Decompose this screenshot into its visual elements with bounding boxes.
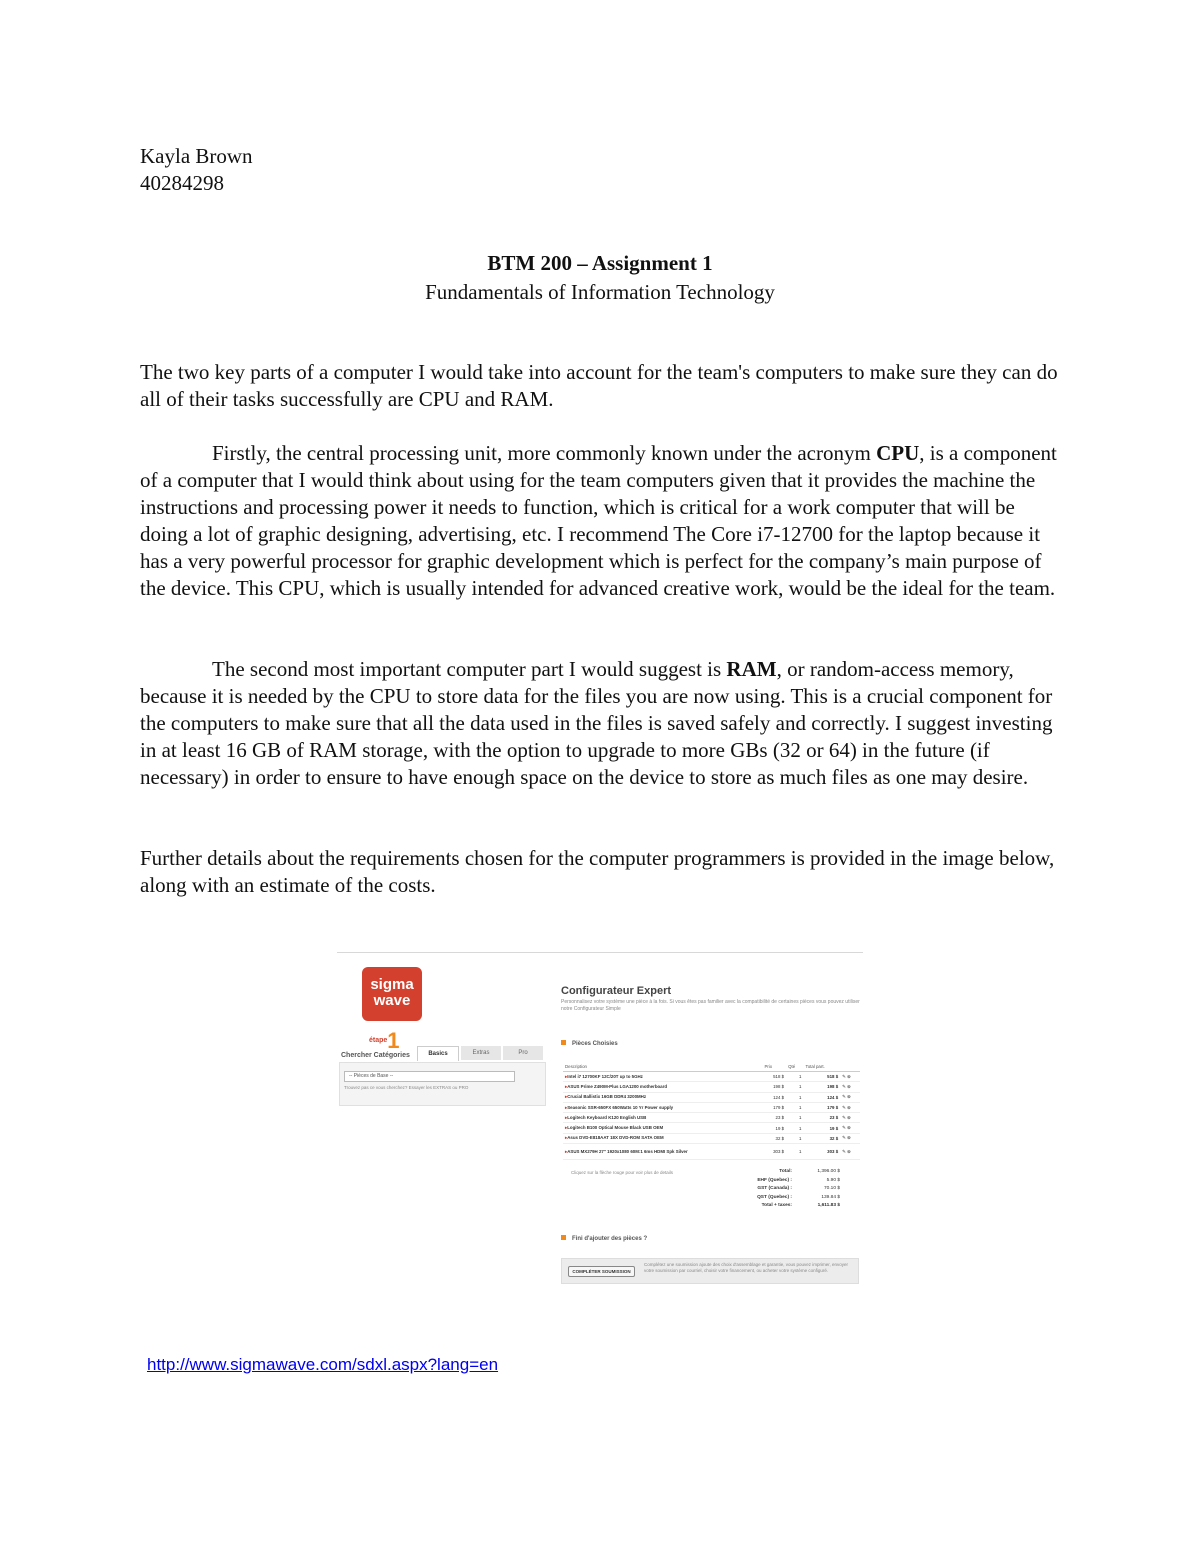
edit-remove-icons[interactable]: ✎ ⊗ [840, 1133, 860, 1143]
part-qty: 1 [786, 1102, 803, 1112]
category-tabs [417, 1046, 545, 1060]
part-description[interactable]: ▸ Logitech Keyboard K120 English USB [563, 1113, 762, 1123]
cpu-text-start: Firstly, the central processing unit, more commonly known under the acronym [212, 441, 877, 465]
total-row [717, 1194, 840, 1203]
ram-paragraph [140, 656, 1065, 791]
part-description[interactable]: ▸ ASUS MX279H 27" 1920x1080 60M:1 6ms HDMI Spk Silver [563, 1144, 762, 1160]
part-price: 179 $ [762, 1102, 786, 1112]
tab-pro[interactable]: Pro [503, 1046, 543, 1060]
total-value: 5.90 $ [826, 1177, 840, 1183]
part-total: 303 $ [804, 1144, 841, 1160]
table-row [563, 1092, 860, 1102]
section-done-heading: Fini d'ajouter des pièces ? [561, 1235, 647, 1242]
source-link[interactable]: http://www.sigmawave.com/sdxl.aspx?lang=en [147, 1355, 499, 1374]
total-value: 1,396.00 $ [817, 1169, 840, 1174]
ram-text-start: The second most important computer part I would suggest is [212, 657, 727, 681]
sigmawave-logo [362, 967, 422, 1021]
part-price: 198 $ [762, 1082, 786, 1092]
total-label: Total: [779, 1169, 792, 1174]
part-total: 19 $ [804, 1123, 841, 1133]
author-name: Kayla Brown [140, 144, 253, 168]
edit-remove-icons[interactable]: ✎ ⊗ [840, 1072, 860, 1082]
edit-remove-icons[interactable]: ✎ ⊗ [840, 1092, 860, 1102]
total-label: EHF (Quebec) : [757, 1177, 792, 1183]
part-total: 124 $ [804, 1092, 841, 1102]
part-price: 303 $ [762, 1144, 786, 1160]
table-row [563, 1123, 860, 1133]
logo-line-2: wave [373, 992, 411, 1009]
categories-label: Chercher Catégories [341, 1052, 410, 1059]
part-description[interactable]: ▸ Asus DVD-E818AAT 18X DVD-ROM SATA OEM [563, 1133, 762, 1143]
closing-paragraph [140, 845, 1065, 899]
ram-term: RAM [726, 657, 777, 681]
total-value: 1,611.83 $ [817, 1203, 840, 1209]
table-header [563, 1062, 860, 1072]
part-description[interactable]: ▸ Seasonic SSR-650FX 650Watts 10 Yr Power supply [563, 1102, 762, 1112]
table-note: Cliquez sur la flèche rouge pour voir plus de details [571, 1170, 674, 1175]
total-row [717, 1202, 840, 1211]
total-value: 70.10 $ [823, 1186, 840, 1192]
part-qty: 1 [786, 1144, 803, 1160]
document-title: BTM 200 – Assignment 1 [487, 251, 713, 275]
configurator-screenshot [337, 952, 863, 1300]
table-row [563, 1072, 860, 1082]
part-description[interactable]: ▸ ASUS Prime Z490M-Plus LGA1200 motherboard [563, 1082, 762, 1092]
divider [337, 952, 863, 953]
edit-remove-icons[interactable]: ✎ ⊗ [840, 1113, 860, 1123]
cpu-text-end: , is a component of a computer that I would think about using for the team computers given that it provides the machine the instructions and processing power it needs to function, which is critical for a work computer that will be doing a lot of graphic designing, advertising, etc. I recommend The Core i7-12700 for the laptop because it has a very powerful processor for graphic development which is perfect for the company’s main purpose of the device. This CPU, which is usually intended for advanced creative work, would be the ideal for the team. [140, 441, 1057, 600]
edit-remove-icons[interactable]: ✎ ⊗ [840, 1082, 860, 1092]
col-total: Total part. [804, 1062, 841, 1072]
part-description[interactable]: ▸ Intel i7 12700KF 12C/20T up to 5GHz [563, 1072, 762, 1082]
totals-block [717, 1168, 840, 1211]
col-description: Description [563, 1062, 762, 1072]
part-description[interactable]: ▸ Logitech B100 Optical Mouse Black USB OEM [563, 1123, 762, 1133]
col-price: Prix [762, 1062, 786, 1072]
category-hint: Trouvez pas ce vous cherchez? Essayer les EXTRAS ou PRO [344, 1085, 469, 1090]
part-total: 198 $ [804, 1082, 841, 1092]
table-row [563, 1113, 860, 1123]
part-qty: 1 [786, 1133, 803, 1143]
part-qty: 1 [786, 1082, 803, 1092]
logo-line-1: sigma [370, 976, 414, 993]
configurator-title: Configurateur Expert [561, 985, 672, 997]
section-parts-heading: Pièces Choisies [561, 1040, 618, 1047]
total-label: GST (Canada) : [757, 1186, 792, 1192]
part-description[interactable]: ▸ Crucial Ballistix 16GB DDR4 3200MHz [563, 1092, 762, 1102]
closing-text: Further details about the requirements chosen for the computer programmers is provided in the image below, along with an estimate of the costs. [140, 846, 1055, 897]
table-row [563, 1102, 860, 1112]
part-price: 19 $ [762, 1123, 786, 1133]
part-total: 518 $ [804, 1072, 841, 1082]
cpu-paragraph [140, 440, 1065, 602]
col-qty: Qté [786, 1062, 803, 1072]
intro-paragraph [140, 359, 1065, 413]
category-panel [339, 1062, 546, 1106]
part-price: 124 $ [762, 1092, 786, 1102]
document-subtitle: Fundamentals of Information Technology [425, 280, 775, 304]
edit-remove-icons[interactable]: ✎ ⊗ [840, 1144, 860, 1160]
part-qty: 1 [786, 1092, 803, 1102]
table-row [563, 1133, 860, 1143]
table-row [563, 1082, 860, 1092]
part-qty: 1 [786, 1123, 803, 1133]
total-row [717, 1177, 840, 1186]
edit-remove-icons[interactable]: ✎ ⊗ [840, 1123, 860, 1133]
total-value: 139.84 $ [821, 1194, 840, 1200]
part-price: 23 $ [762, 1113, 786, 1123]
step-indicator [369, 1030, 400, 1052]
intro-text: The two key parts of a computer I would take into account for the team's computers to make sure they can do all of their tasks successfully are CPU and RAM. [140, 360, 1058, 411]
step-number: 1 [387, 1028, 400, 1053]
col-actions [840, 1062, 860, 1072]
part-qty: 1 [786, 1072, 803, 1082]
tab-extras[interactable]: Extras [461, 1046, 501, 1060]
total-label: QST (Quebec) : [757, 1194, 792, 1200]
configurator-intro: Personnalisez votre système une pièce à la fois. Si vous êtes pas familier avec la compatibilité de certaines pièces vous pouvez utiliser notre Configurateur Simple [561, 999, 860, 1012]
tab-basics[interactable]: Basics [417, 1046, 459, 1061]
part-qty: 1 [786, 1113, 803, 1123]
total-row [717, 1168, 840, 1177]
step-label: étape [369, 1037, 388, 1044]
table-row [563, 1144, 860, 1160]
part-price: 32 $ [762, 1133, 786, 1143]
part-total: 32 $ [804, 1133, 841, 1143]
ram-text-end: , or random-access memory, because it is needed by the CPU to store data for the files you are now using. This is a crucial component for the computers to make sure that all the data used in the files is saved safely and correctly. I suggest investing in at least 16 GB of RAM storage, with the option to upgrade to more GBs (32 or 64) in the future (if necessary) in order to ensure to have enough space on the device to store as much files as one may desire. [140, 657, 1053, 789]
complete-submission-button[interactable]: COMPLÉTER SOUMISSION [568, 1266, 635, 1277]
part-total: 179 $ [804, 1102, 841, 1112]
part-total: 23 $ [804, 1113, 841, 1123]
category-select[interactable]: -- Pièces de Base -- [344, 1071, 515, 1082]
cpu-term: CPU [876, 441, 920, 465]
part-price: 518 $ [762, 1072, 786, 1082]
total-row [717, 1185, 840, 1194]
total-label: Total + taxes: [761, 1203, 792, 1209]
submit-panel [561, 1258, 859, 1284]
student-id: 40284298 [140, 171, 224, 195]
parts-table [563, 1062, 860, 1160]
edit-remove-icons[interactable]: ✎ ⊗ [840, 1102, 860, 1112]
submit-description: Complétez une soumission ajoute des choix d'assemblage et garantie, vous pouvez imprimer, envoyer votre soumission par courriel, choisir votre financement, ou acheter votre système configuré. [644, 1262, 848, 1273]
